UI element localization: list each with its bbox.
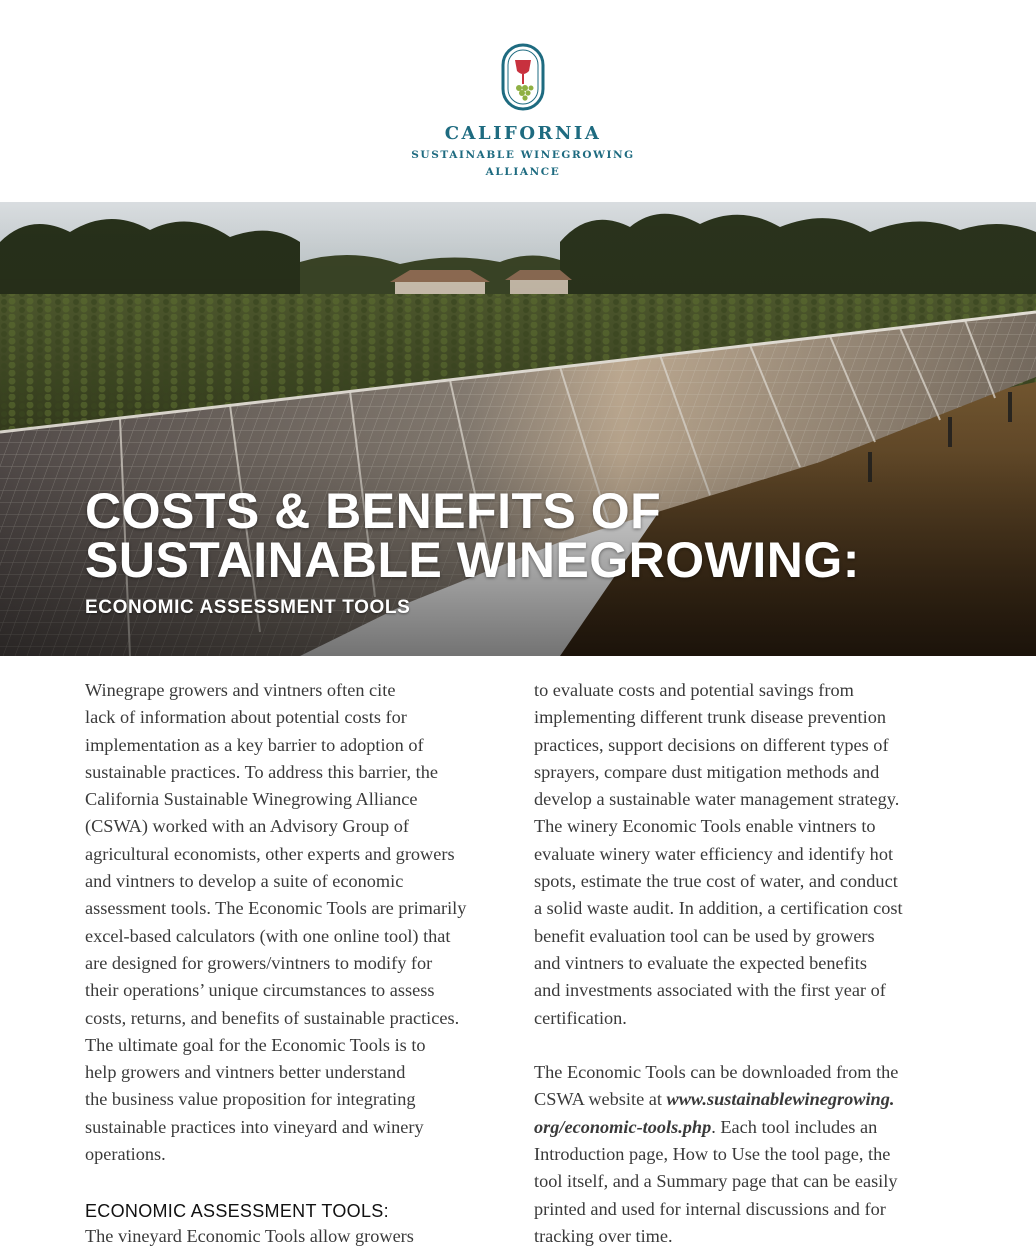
logo-subtitle: SUSTAINABLE WINEGROWING xyxy=(411,149,635,161)
text-line: lack of information about potential costs for xyxy=(85,707,407,728)
text-line: tracking over time. xyxy=(534,1225,673,1246)
website-link-continued[interactable]: org/economic-tools.php xyxy=(534,1116,712,1137)
text-line: sustainable practices into vineyard and winery xyxy=(85,1116,424,1137)
text-line: spots, estimate the true cost of water, and conduct xyxy=(534,871,898,892)
page-title xyxy=(85,483,860,588)
wine-glass-grapes-icon xyxy=(501,43,545,111)
text-line: practices, support decisions on different types of xyxy=(534,734,889,755)
hero-banner xyxy=(0,202,1036,656)
text-line-with-link xyxy=(534,1086,966,1113)
text-line: are designed for growers/vintners to modify for xyxy=(85,952,433,973)
text-line: The ultimate goal for the Economic Tools is to xyxy=(85,1034,426,1055)
text-line: develop a sustainable water management strategy. xyxy=(534,789,900,810)
text-line: tool itself, and a Summary page that can be easily xyxy=(534,1171,898,1192)
text-fragment: CSWA website at xyxy=(534,1089,667,1110)
text-line: certification. xyxy=(534,1007,627,1028)
text-line: and vintners to develop a suite of economic xyxy=(85,871,404,892)
body-left-column xyxy=(85,677,517,1250)
text-line: their operations’ unique circumstances to assess xyxy=(85,980,435,1001)
text-line: agricultural economists, other experts and growers xyxy=(85,843,455,864)
text-line: (CSWA) worked with an Advisory Group of xyxy=(85,816,409,837)
text-line: The vineyard Economic Tools allow growers xyxy=(85,1225,414,1246)
logo-header xyxy=(0,0,1036,202)
text-line: The Economic Tools can be downloaded from the xyxy=(534,1062,899,1083)
paragraph-gap xyxy=(534,1032,966,1059)
text-line: California Sustainable Winegrowing Alliance xyxy=(85,789,418,810)
text-line: costs, returns, and benefits of sustainable practices. xyxy=(85,1007,460,1028)
text-line: assessment tools. The Economic Tools are primarily xyxy=(85,898,467,919)
text-line: and vintners to evaluate the expected benefits xyxy=(534,952,867,973)
website-link[interactable]: www.sustainablewinegrowing. xyxy=(666,1089,895,1110)
text-line: Winegrape growers and vintners often cite xyxy=(85,680,396,700)
text-line-with-link xyxy=(534,1114,966,1141)
body-right-column xyxy=(534,677,966,1250)
text-line: printed and used for internal discussions and for xyxy=(534,1198,886,1219)
text-line: excel-based calculators (with one online tool) that xyxy=(85,925,451,946)
page-title-line-1: COSTS & BENEFITS OF xyxy=(85,483,662,539)
page-subtitle: ECONOMIC ASSESSMENT TOOLS xyxy=(85,597,411,618)
paragraph-gap xyxy=(85,1168,517,1195)
page-title-line-2: SUSTAINABLE WINEGROWING: xyxy=(85,532,860,588)
text-line: implementing different trunk disease prevention xyxy=(534,707,886,728)
text-line: Introduction page, How to Use the tool page, the xyxy=(534,1144,891,1165)
text-line: operations. xyxy=(85,1144,166,1165)
text-line: the business value proposition for integrating xyxy=(85,1089,416,1110)
text-line: evaluate winery water efficiency and identify hot xyxy=(534,843,894,864)
text-line: implementation as a key barrier to adoption of xyxy=(85,734,424,755)
logo-title: CALIFORNIA xyxy=(444,123,602,144)
text-line: help growers and vintners better understand xyxy=(85,1062,406,1083)
text-line: a solid waste audit. In addition, a certification cost xyxy=(534,898,903,919)
text-line: benefit evaluation tool can be used by growers xyxy=(534,925,875,946)
text-line: to evaluate costs and potential savings from xyxy=(534,680,854,700)
text-line: sustainable practices. To address this barrier, the xyxy=(85,761,439,782)
text-line: and investments associated with the first year of xyxy=(534,980,886,1001)
text-line: The winery Economic Tools enable vintners to xyxy=(534,816,876,837)
logo-subtitle-2: ALLIANCE xyxy=(485,166,561,178)
text-line: sprayers, compare dust mitigation methods and xyxy=(534,761,880,782)
section-heading: ECONOMIC ASSESSMENT TOOLS: xyxy=(85,1200,389,1221)
text-fragment: . Each tool includes an xyxy=(711,1116,878,1137)
